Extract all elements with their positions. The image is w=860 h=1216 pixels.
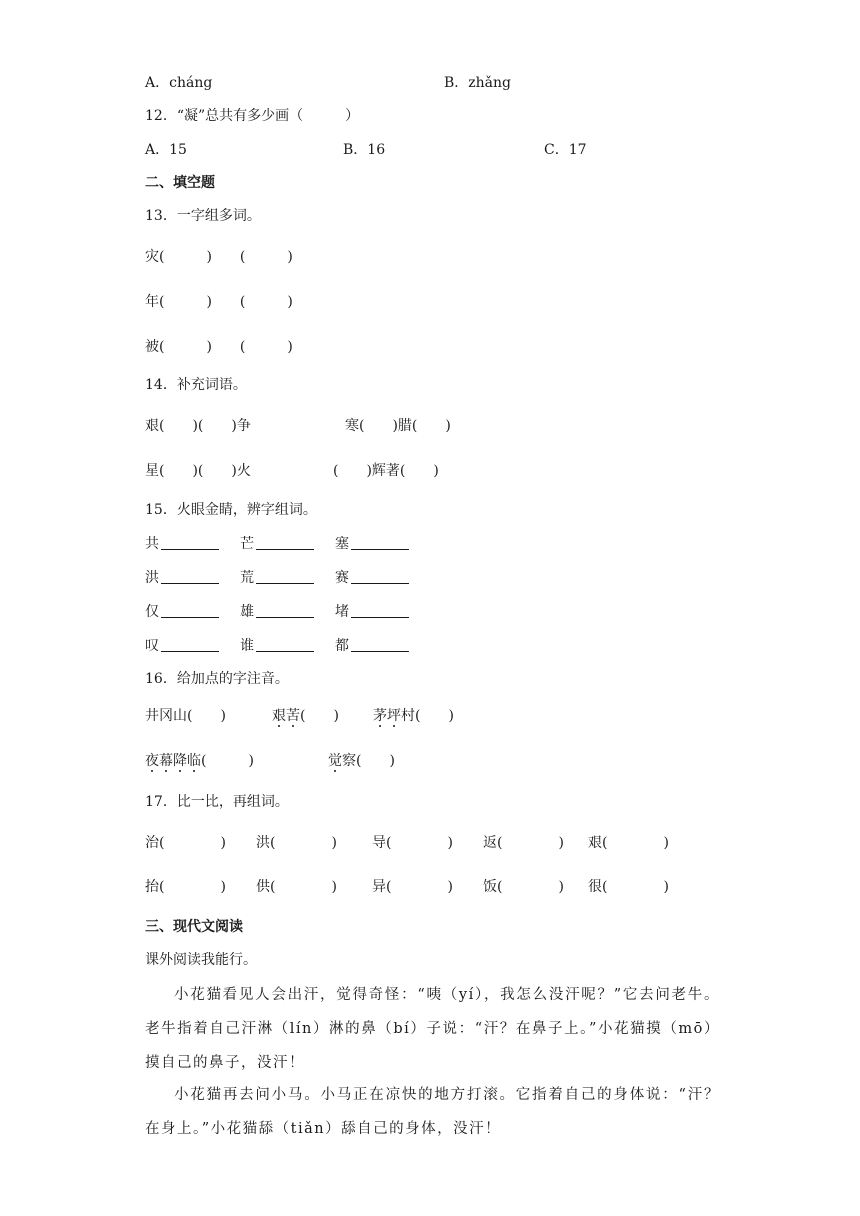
q15-item: 都 [335,635,409,655]
q14-row1-right: 寒( )腊( ) [345,418,451,434]
q15-item: 雄 [240,601,314,621]
q16-word-maopingcun: 茅坪村( ) [373,708,454,724]
answer-blank[interactable] [256,637,314,652]
q16-row-1 [145,705,226,727]
q15-stem: 15．火眼金睛，辨字组词。 [145,502,317,518]
q14-stem: 14．补充词语。 [145,377,247,393]
q15-item: 仅 [145,601,219,621]
answer-blank[interactable] [351,535,409,550]
q15-item: 荒 [240,567,314,587]
q16-word-juecha: 觉察( ) [328,753,395,769]
q17-item: 治( ) [145,835,226,851]
reading-paragraph-2: 小花猫再去问小马。小马正在凉快的地方打滚。它指着自己的身体说：“汗？在身上。”小花猫舔（tiǎn）舔自己的身体，没汗！ [145,1087,720,1137]
q15-item: 谁 [240,635,314,655]
reading-paragraph-1: 小花猫看见人会出汗，觉得奇怪：“咦（yí），我怎么没汗呢？”它去问老牛。老牛指着自己汗淋（lín）淋的鼻（bí）子说：“汗？在鼻子上。”小花猫摸（mō）摸自己的鼻子，没汗！ [145,987,720,1071]
q15-item: 芒 [240,533,314,553]
q17-item: 导( ) [372,835,453,851]
answer-blank[interactable] [256,535,314,550]
q11-option-a: A．cháng [145,75,213,91]
answer-blank[interactable] [161,637,219,652]
q12-option-c: C．17 [544,142,587,158]
q17-item: 异( ) [372,879,453,895]
q15-item: 堵 [335,601,409,621]
q17-item: 洪( ) [256,835,337,851]
q13-row-2: 年( ) ( ) [145,294,293,310]
q17-item: 饭( ) [483,879,564,895]
q16-word-jianku: 艰苦( ) [272,708,339,724]
q14-row1-left: 艰( )( )争 [145,418,251,434]
q15-item: 洪 [145,567,219,587]
q12-option-b: B．16 [343,142,386,158]
q13-stem: 13．一字组多词。 [145,208,261,224]
section-title-reading: 三、现代文阅读 [145,919,243,935]
q15-item: 叹 [145,635,219,655]
q14-row2-left: 星( )( )火 [145,463,251,479]
q17-item: 返( ) [483,835,564,851]
q12-stem: 12．“凝”总共有多少画（ ） [145,108,360,124]
answer-blank[interactable] [256,603,314,618]
q17-item: 供( ) [256,879,337,895]
q13-row-3: 被( ) ( ) [145,339,293,355]
reading-intro: 课外阅读我能行。 [145,952,257,968]
q14-row2-right: ( )辉著( ) [333,463,439,479]
section-title-fill-in: 二、填空题 [145,175,215,191]
answer-blank[interactable] [161,603,219,618]
q16-stem: 16．给加点的字注音。 [145,671,289,687]
q13-row-1: 灾( ) ( ) [145,249,293,265]
q12-option-a: A．15 [145,142,187,158]
answer-blank[interactable] [351,569,409,584]
q16-word-jinggangshan: 井冈山( ) [145,708,226,724]
q17-item: 抬( ) [145,879,226,895]
q15-item: 共 [145,533,219,553]
answer-blank[interactable] [351,603,409,618]
q15-item: 赛 [335,567,409,587]
answer-blank[interactable] [256,569,314,584]
q17-stem: 17．比一比，再组词。 [145,794,289,810]
answer-blank[interactable] [161,535,219,550]
answer-blank[interactable] [351,637,409,652]
answer-blank[interactable] [161,569,219,584]
q17-item: 艰( ) [588,835,669,851]
q15-item: 塞 [335,533,409,553]
q17-item: 很( ) [588,879,669,895]
q16-word-yemujianglin: 夜幕降临( ) [145,753,254,769]
q11-option-b: B．zhǎng [444,75,512,91]
